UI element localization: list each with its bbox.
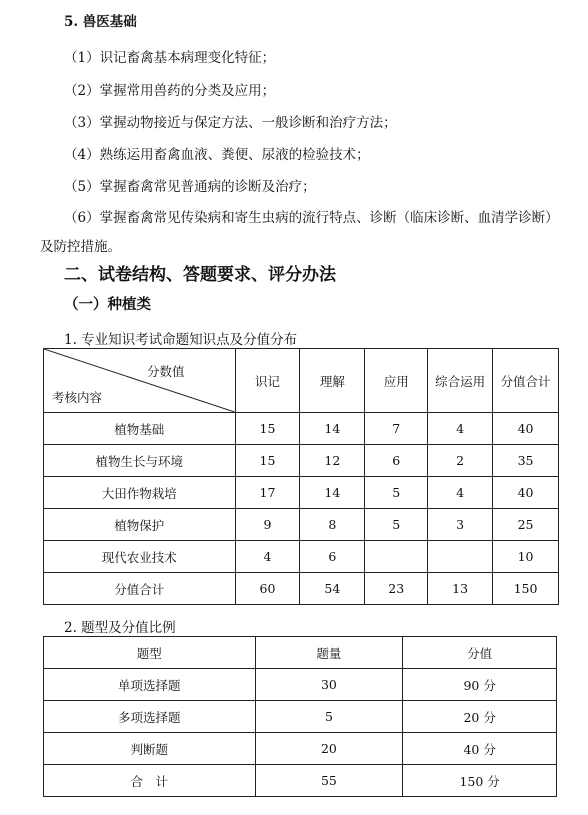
- heading-planting: （一）种植类: [64, 296, 151, 313]
- table-cell: 9: [235, 509, 300, 541]
- table-cell: 17: [235, 477, 300, 509]
- row-label: 大田作物栽培: [44, 477, 236, 509]
- table-cell: 4: [235, 541, 300, 573]
- table-cell: 3: [428, 509, 493, 541]
- column-header: 应用: [365, 349, 428, 413]
- column-header: 题量: [255, 637, 403, 669]
- table-cell: 54: [300, 573, 365, 605]
- table-row: [44, 733, 557, 765]
- table-cell: 13: [428, 573, 493, 605]
- heading-exam-structure: 二、试卷结构、答题要求、评分办法: [64, 265, 336, 285]
- table-cell: 合 计: [44, 765, 256, 797]
- knowledge-distribution-table: [43, 348, 559, 605]
- table-cell: 90 分: [403, 669, 557, 701]
- table-cell: [365, 541, 428, 573]
- corner-bottom-label: 考核内容: [52, 390, 103, 405]
- table2-caption: 2. 题型及分值比例: [64, 620, 176, 636]
- column-header: 题型: [44, 637, 256, 669]
- table-cell: 150 分: [403, 765, 557, 797]
- table-cell: 20: [255, 733, 403, 765]
- section-5-item-1: （1）识记畜禽基本病理变化特征；: [64, 50, 276, 66]
- table-header-row: [44, 349, 559, 413]
- table1-caption: 1. 专业知识考试命题知识点及分值分布: [64, 332, 298, 348]
- table-cell: 4: [428, 413, 493, 445]
- table-cell: 23: [365, 573, 428, 605]
- section-5-title: 5. 兽医基础: [64, 14, 137, 30]
- section-5-item-6: （6）掌握畜禽常见传染病和寄生虫病的流行特点、诊断（临床诊断、血清学诊断）: [64, 210, 559, 226]
- table-cell: 2: [428, 445, 493, 477]
- column-header: 分值合计: [493, 349, 559, 413]
- table-cell: 15: [235, 445, 300, 477]
- table-cell: 单项选择题: [44, 669, 256, 701]
- table-cell: [428, 541, 493, 573]
- table-cell: 5: [255, 701, 403, 733]
- table-total-row: [44, 573, 559, 605]
- table-cell: 150: [493, 573, 559, 605]
- table-cell: 40: [493, 477, 559, 509]
- column-header: 理解: [300, 349, 365, 413]
- table-cell: 6: [365, 445, 428, 477]
- table-row: [44, 701, 557, 733]
- table-row: [44, 509, 559, 541]
- column-header: 综合运用: [428, 349, 493, 413]
- table-row: [44, 669, 557, 701]
- table-cell: 40 分: [403, 733, 557, 765]
- table-cell: 14: [300, 413, 365, 445]
- table-total-row: [44, 765, 557, 797]
- row-label: 植物生长与环境: [44, 445, 236, 477]
- table-cell: 多项选择题: [44, 701, 256, 733]
- table-cell: 5: [365, 509, 428, 541]
- table-row: [44, 541, 559, 573]
- table-cell: 30: [255, 669, 403, 701]
- table-cell: 14: [300, 477, 365, 509]
- table-row: [44, 477, 559, 509]
- section-5-item-2: （2）掌握常用兽药的分类及应用；: [64, 83, 276, 99]
- table-cell: 8: [300, 509, 365, 541]
- table-row: [44, 445, 559, 477]
- table-cell: 20 分: [403, 701, 557, 733]
- table-cell: 60: [235, 573, 300, 605]
- section-5-item-3: （3）掌握动物接近与保定方法、一般诊断和治疗方法；: [64, 115, 397, 131]
- table-header-row: [44, 637, 557, 669]
- row-label: 分值合计: [44, 573, 236, 605]
- table-cell: 判断题: [44, 733, 256, 765]
- table-cell: 15: [235, 413, 300, 445]
- corner-top-label: 分数值: [147, 364, 185, 379]
- table-cell: 5: [365, 477, 428, 509]
- table-cell: 6: [300, 541, 365, 573]
- column-header: 分值: [403, 637, 557, 669]
- question-type-table: [43, 636, 557, 797]
- table-cell: 35: [493, 445, 559, 477]
- table-cell: 10: [493, 541, 559, 573]
- section-5-item-6-continued: 及防控措施。: [40, 239, 121, 255]
- table-cell: 7: [365, 413, 428, 445]
- section-5-item-4: （4）熟练运用畜禽血液、粪便、尿液的检验技术；: [64, 147, 370, 163]
- table-cell: 25: [493, 509, 559, 541]
- row-label: 植物基础: [44, 413, 236, 445]
- table-cell: 40: [493, 413, 559, 445]
- diagonal-header-cell: [44, 349, 236, 413]
- table-cell: 4: [428, 477, 493, 509]
- table-row: [44, 413, 559, 445]
- table-cell: 12: [300, 445, 365, 477]
- table-cell: 55: [255, 765, 403, 797]
- column-header: 识记: [235, 349, 300, 413]
- row-label: 现代农业技术: [44, 541, 236, 573]
- section-5-item-5: （5）掌握畜禽常见普通病的诊断及治疗；: [64, 179, 316, 195]
- row-label: 植物保护: [44, 509, 236, 541]
